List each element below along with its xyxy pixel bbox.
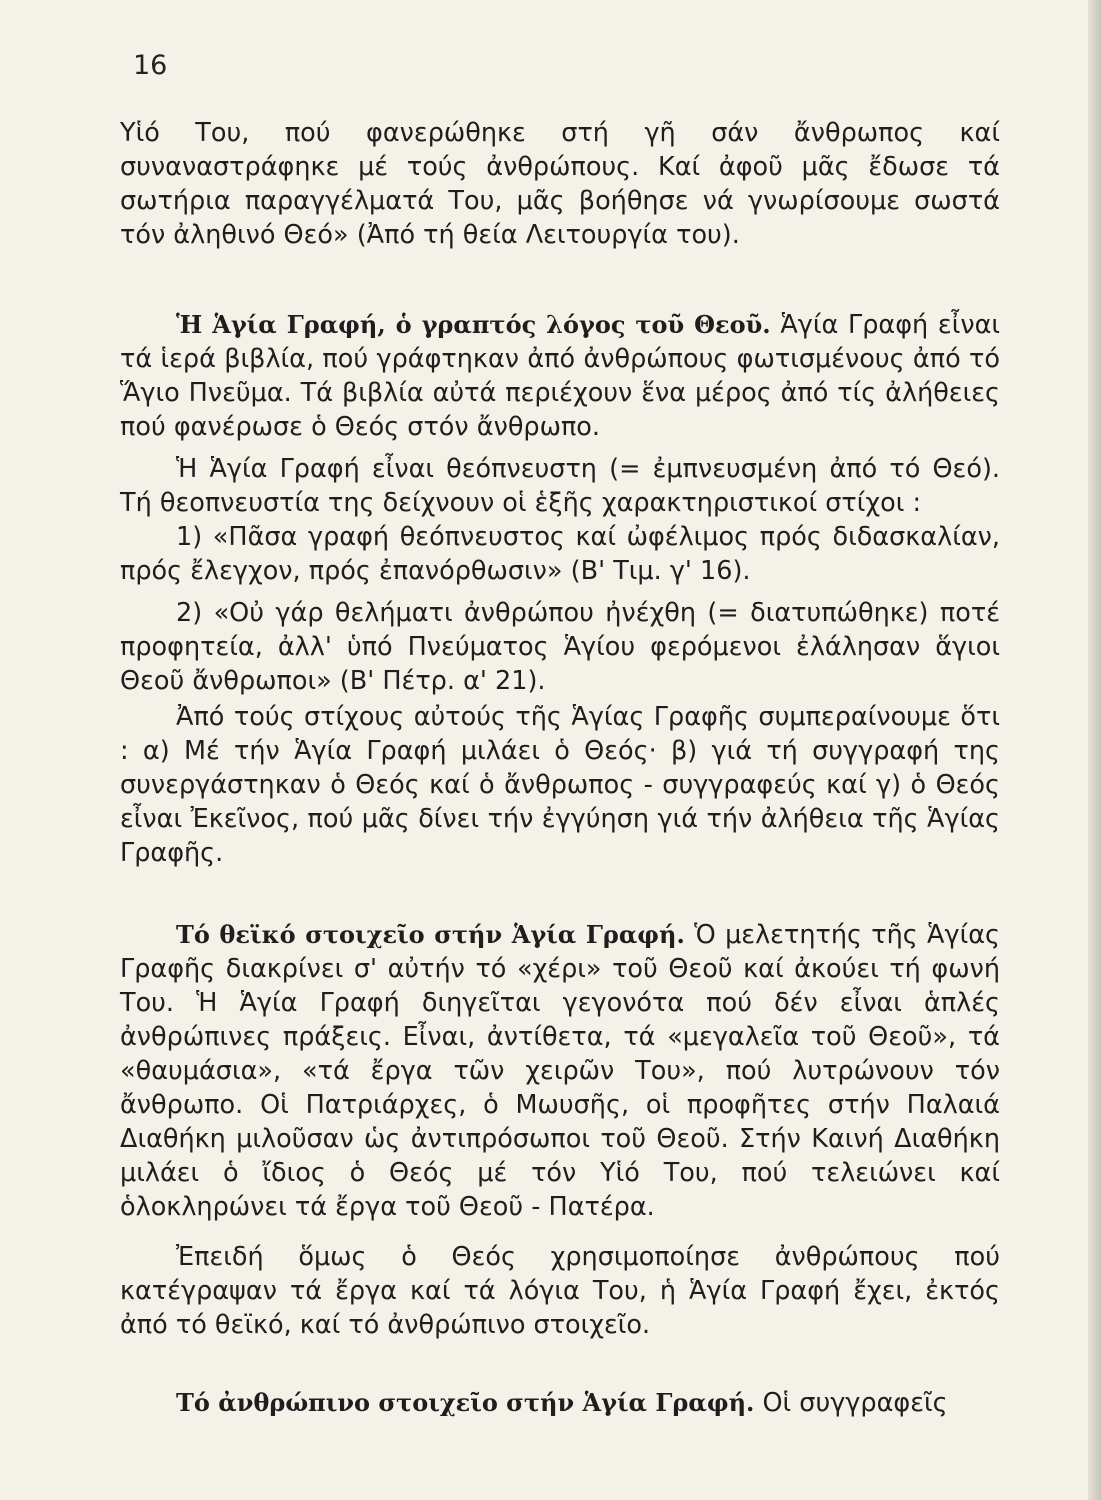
section-2-heading: Τό θεϊκό στοιχεῖο στήν Ἁγία Γραφή. xyxy=(176,920,685,949)
section-1-text: Ἁγία Γραφή εἶναι τά ἱερά βιβλία, πού γράφτηκαν ἀπό ἀνθρώπους φωτισμένους ἀπό τό Ἅγιο Πνεῦμα. Τά βιβλία αὐτά περιέχουν ἕνα μέρος ἀπό τίς ἀλήθειες πού φανέρωσε ὁ Θεός στόν ἄνθρωπο. xyxy=(120,310,1001,442)
paragraph-continuation: Υἱό Του, πού φανερώθηκε στή γῆ σάν ἄνθρωπος καί συναναστράφηκε μέ τούς ἀνθρώπους. Καί ἀφοῦ μᾶς ἔδωσε τά σωτήρια παραγγέλματά Του, μᾶς βοήθησε νά γνωρίσουμε σωστά τόν ἀληθινό Θεό» (Ἀπό τή θεία Λειτουργία του). xyxy=(120,118,1000,250)
section-1-heading: Ἡ Ἁγία Γραφή, ὁ γραπτός λόγος τοῦ Θεοῦ. xyxy=(176,310,771,339)
section-2-text: Ὁ μελετητής τῆς Ἁγίας Γραφῆς διακρίνει σ' αὐτήν τό «χέρι» τοῦ Θεοῦ καί ἀκούει τή φωνή Του. Ἡ Ἁγία Γραφή διηγεῖται γεγονότα πού δέν εἶναι ἁπλές ἀνθρώπινες πράξεις. Εἶναι, ἀντίθετα, τά «μεγαλεῖα τοῦ Θεοῦ», τά «θαυμάσια», «τά ἔργα τῶν χειρῶν Του», πού λυτρώνουν τόν ἄνθρωπο. Οἱ Πατριάρχες, ὁ Μωυσῆς, οἱ προφῆτες στήν Παλαιά Διαθήκη μιλοῦσαν ὡς ἀντιπρόσωποι τοῦ Θεοῦ. Στήν Καινή Διαθήκη μιλάει ὁ ἴδιος ὁ Θεός μέ τόν Υἱό Του, πού τελειώνει καί ὁλοκληρώνει τά ἔργα τοῦ Θεοῦ - Πατέρα. xyxy=(120,920,1000,1222)
page-number: 16 xyxy=(133,50,168,81)
page-edge xyxy=(1088,0,1101,1500)
section-1-paragraph-2: Ἡ Ἁγία Γραφή εἶναι θεόπνευστη (= ἐμπνευσμένη ἀπό τό Θεό). Τή θεοπνευστία της δείχνουν οἱ ἑξῆς χαρακτηριστικοί στίχοι : xyxy=(120,454,1000,518)
section-3-text: Οἱ συγγραφεῖς xyxy=(762,1388,948,1418)
section-1-conclusion: Ἀπό τούς στίχους αὐτούς τῆς Ἁγίας Γραφῆς συμπεραίνουμε ὅτι : α) Μέ τήν Ἁγία Γραφή μιλάει ὁ Θεός· β) γιά τή συγγραφή της συνεργάστηκαν ὁ Θεός καί ὁ ἄνθρωπος - συγγραφεύς καί γ) ὁ Θεός εἶναι Ἐκεῖνος, πού μᾶς δίνει τήν ἐγγύηση γιά τήν ἀλήθεια τῆς Ἁγίας Γραφῆς. xyxy=(120,702,1000,868)
section-2-paragraph-2: Ἐπειδή ὅμως ὁ Θεός χρησιμοποίησε ἀνθρώπους πού κατέγραψαν τά ἔργα καί τά λόγια Του, ἡ Ἁγία Γραφή ἔχει, ἐκτός ἀπό τό θεϊκό, καί τό ἀνθρώπινο στοιχεῖο. xyxy=(120,1242,1000,1340)
section-2-intro xyxy=(120,918,1000,1224)
section-3-heading: Τό ἀνθρώπινο στοιχεῖο στήν Ἁγία Γραφή. xyxy=(176,1388,755,1417)
section-1-verse-1: 1) «Πᾶσα γραφή θεόπνευστος καί ὠφέλιμος πρός διδασκαλίαν, πρός ἔλεγχον, πρός ἐπανόρθωσιν» (Β' Τιμ. γ' 16). xyxy=(120,522,1000,586)
section-1-intro xyxy=(120,308,1000,444)
section-3-intro xyxy=(120,1386,1000,1420)
section-1-verse-2: 2) «Οὐ γάρ θελήματι ἀνθρώπου ἠνέχθη (= διατυπώθηκε) ποτέ προφητεία, ἀλλ' ὑπό Πνεύματος Ἁγίου φερόμενοι ἐλάλησαν ἅγιοι Θεοῦ ἄνθρωποι» (Β' Πέτρ. α' 21). xyxy=(120,598,1000,696)
